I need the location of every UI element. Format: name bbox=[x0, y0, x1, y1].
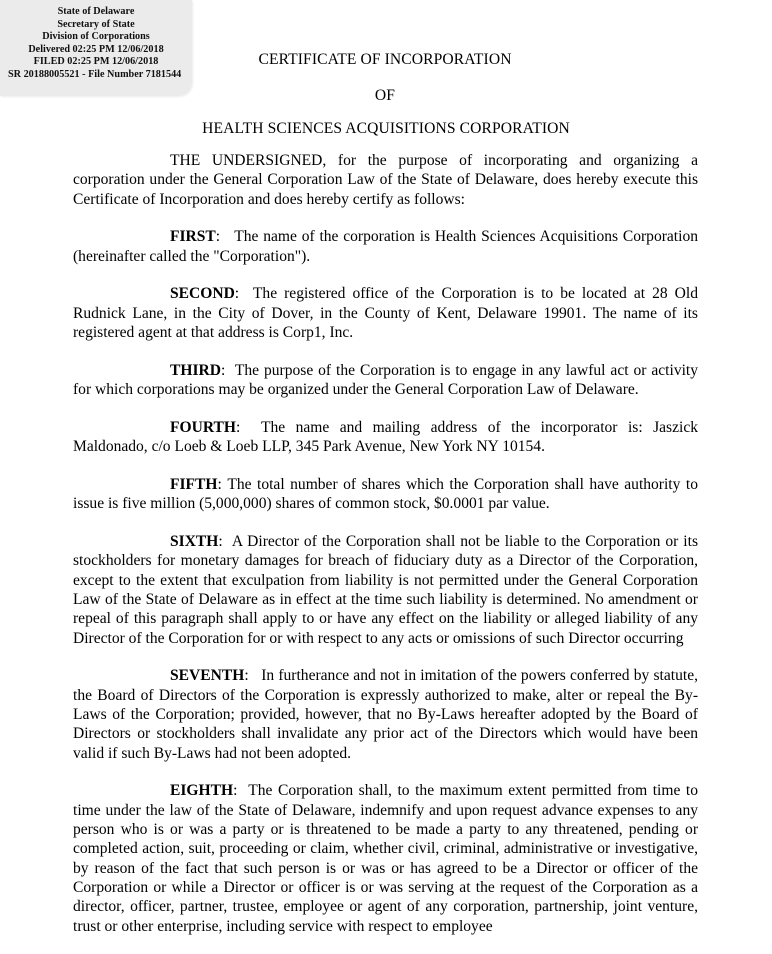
article-heading: THIRD bbox=[170, 361, 221, 379]
article-sixth: SIXTH: A Director of the Corporation shall not be liable to the Corporation or its stockholders for monetary damages for breach of fiduciary duty as a Director of the Corporation, except to the extent that exculpation from liability is not permitted under the General Corporation Law of the State of Delaware as in effect at the time such liability is determined. No amendment or repeal of this paragraph shall apply to or have any effect on the liability or alleged liability of any Director of the Corporation for or with respect to any acts or omissions of such Director occurring bbox=[73, 533, 698, 647]
article-text: In furtherance and not in imitation of the powers conferred by statute, the Board of Directors of the Corporation is expressly authorized to make, alter or repeal the By-Laws of the Corporation; provided, however, that no By-Laws hereafter adopted by the Board of Directors or stockholders shall invalidate any prior act of the Directors which would have been valid if such By-Laws had not been adopted. bbox=[73, 667, 698, 762]
article-heading: FIFTH bbox=[170, 476, 218, 494]
stamp-line-filed: FILED 02:25 PM 12/06/2018 bbox=[33, 56, 159, 68]
article-text: The purpose of the Corporation is to engage in any lawful act or activity for which corporations may be organized under the General Corporation Law of Delaware. bbox=[73, 361, 699, 399]
article-heading: SEVENTH bbox=[170, 667, 245, 685]
document-body bbox=[73, 151, 698, 954]
article-text: The Corporation shall, to the maximum extent permitted from time to time under the law of the State of Delaware, indemnify and upon request advance expenses to any person who is or was a party or is threatened to be made a party to any threatened, pending or completed action, suit, proceeding or claim, whether civil, criminal, administrative or investigative, by reason of the fact that such person is or was or has agreed to be a Director or officer of the Corporation or while a Director or officer is or was serving at the request of the Corporation as a director, officer, partner, trustee, employee or agent of any corporation, partnership, joint venture, trust or other enterprise, including service with respect to employee bbox=[73, 782, 698, 935]
article-text: The name and mailing address of the incorporator is: Jaszick Maldonado, c/o Loeb & Loeb LLP, 345 Park Avenue, New York NY 10154. bbox=[73, 418, 699, 456]
filing-stamp bbox=[0, 0, 192, 96]
article-heading: EIGHTH bbox=[170, 782, 234, 800]
stamp-line-division: Division of Corporations bbox=[42, 31, 150, 43]
article-fifth: FIFTH: The total number of shares which the Corporation shall have authority to issue is five million (5,000,000) shares of common stock, $0.0001 par value. bbox=[73, 476, 698, 513]
article-heading: SIXTH bbox=[170, 533, 219, 551]
article-text: The name of the corporation is Health Sciences Acquisitions Corporation (hereinafter called the "Corporation"). bbox=[73, 228, 698, 265]
document-title: CERTIFICATE OF INCORPORATION bbox=[258, 51, 512, 68]
stamp-line-state: State of Delaware bbox=[57, 6, 135, 17]
article-text: The registered office of the Corporation is to be located at 28 Old Rudnick Lane, in the City of Dover, in the County of Kent, Delaware 19901. The name of its registered agent at that address is Corp1, Inc. bbox=[73, 285, 698, 342]
article-eighth: EIGHTH: The Corporation shall, to the maximum extent permitted from time to time under the law of the State of Delaware, indemnify and upon request advance expenses to any person who is or was a party or is threatened to be made a party to any threatened, pending or completed action, suit, proceeding or claim, whether civil, criminal, administrative or investigative, by reason of the fact that such person is or was or has agreed to be a Director or officer of the Corporation or while a Director or officer is or was serving at the request of the Corporation as a director, officer, partner, trustee, employee or agent of any corporation, partnership, joint venture, trust or other enterprise, including service with respect to employee bbox=[73, 782, 698, 935]
article-text: A Director of the Corporation shall not be liable to the Corporation or its stockholders for monetary damages for breach of fiduciary duty as a Director of the Corporation, except to the extent that exculpation from liability is not permitted under the General Corporation Law of the State of Delaware as in effect at the time such liability is determined. No amendment or repeal of this paragraph shall apply to or have any effect on the liability or alleged liability of any Director of the Corporation for or with respect to any acts or omissions of such Director occurring bbox=[73, 533, 698, 647]
article-second: SECOND: The registered office of the Corporation is to be located at 28 Old Rudnick Lane, in the City of Dover, in the County of Kent, Delaware 19901. The name of its registered agent at that address is Corp1, Inc. bbox=[73, 285, 698, 342]
article-heading: FOURTH bbox=[170, 418, 236, 436]
article-heading: SECOND bbox=[170, 285, 235, 303]
article-fourth: FOURTH: The name and mailing address of the incorporator is: Jaszick Maldonado, c/o Loeb & Loeb LLP, 345 Park Avenue, New York NY 10154. bbox=[73, 418, 699, 456]
corporation-name-heading: HEALTH SCIENCES ACQUISITIONS CORPORATION bbox=[202, 120, 570, 137]
stamp-line-secretary: Secretary of State bbox=[57, 18, 135, 30]
article-first: FIRST: The name of the corporation is Health Sciences Acquisitions Corporation (hereinafter called the "Corporation"). bbox=[73, 228, 698, 265]
article-third: THIRD: The purpose of the Corporation is to engage in any lawful act or activity for which corporations may be organized under the General Corporation Law of Delaware. bbox=[73, 361, 699, 399]
article-text: The total number of shares which the Corporation shall have authority to issue is five million (5,000,000) shares of common stock, $0.0001 par value. bbox=[73, 476, 698, 513]
article-heading: FIRST bbox=[170, 228, 216, 246]
stamp-line-delivered: Delivered 02:25 PM 12/06/2018 bbox=[28, 43, 164, 55]
article-seventh: SEVENTH: In furtherance and not in imitation of the powers conferred by statute, the Board of Directors of the Corporation is expressly authorized to make, alter or repeal the By-Laws of the Corporation; provided, however, that no By-Laws hereafter adopted by the Board of Directors or stockholders shall invalidate any prior act of the Directors which would have been valid if such By-Laws had not been adopted. bbox=[73, 667, 698, 762]
intro-paragraph: THE UNDERSIGNED, for the purpose of incorporating and organizing a corporation under the General Corporation Law of the State of Delaware, does hereby execute this Certificate of Incorporation and does hereby certify as follows: bbox=[73, 152, 698, 208]
stamp-line-file-number: SR 20188005521 - File Number 7181544 bbox=[8, 68, 182, 80]
document-title-of: OF bbox=[374, 87, 396, 104]
